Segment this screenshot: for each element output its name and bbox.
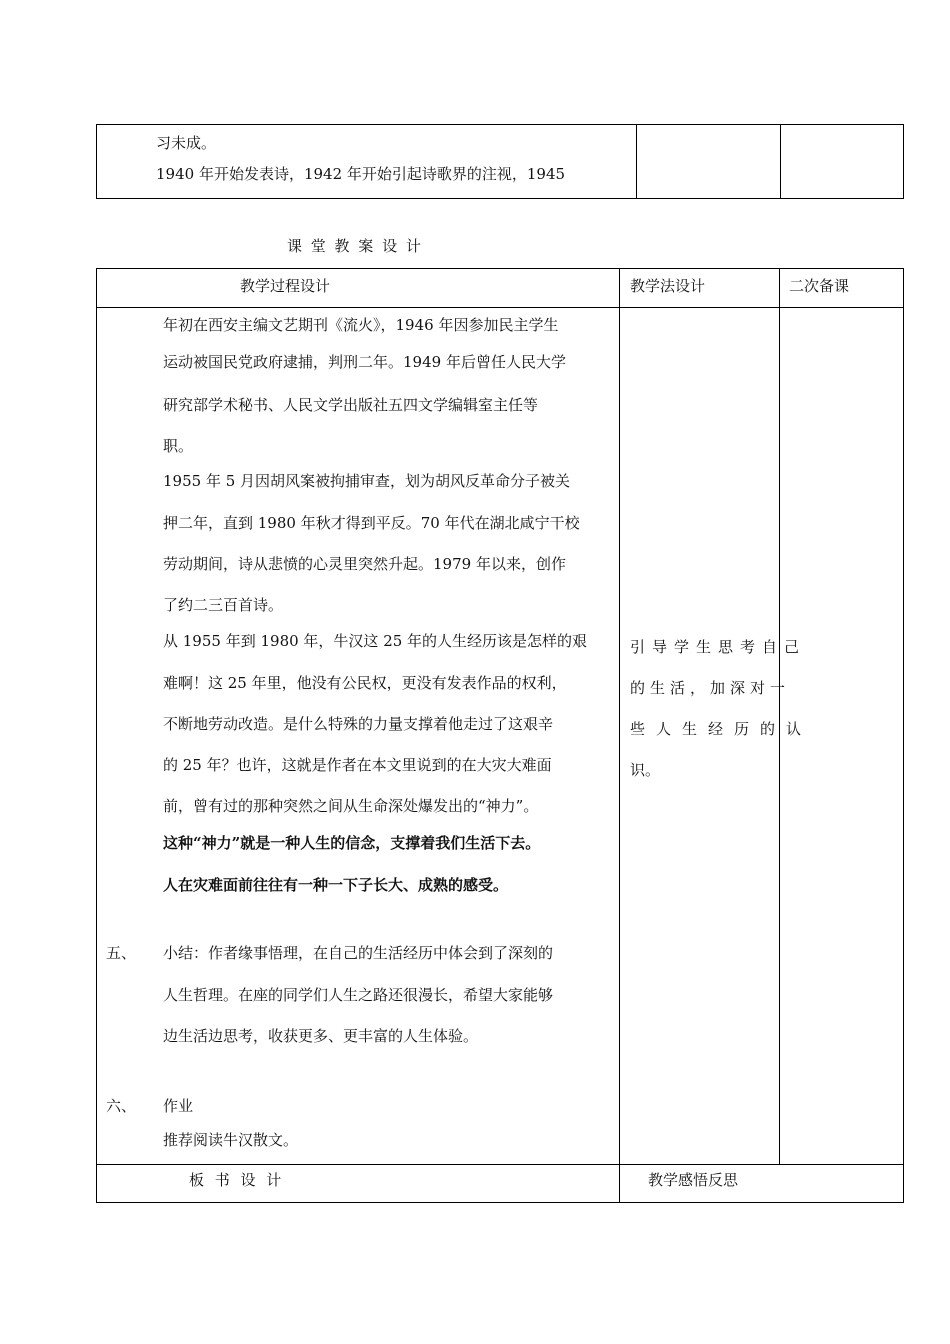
process-line: 职。	[163, 437, 194, 455]
section-5-number: 五、	[106, 944, 137, 962]
process-line: 研究部学术秘书、人民文学出版社五四文学编辑室主任等	[163, 396, 539, 414]
process-line: 的 25 年？也许，这就是作者在本文里说到的在大灾大难面	[163, 756, 552, 774]
method-line: 识。	[630, 761, 661, 779]
lesson-table-border-top	[96, 268, 904, 269]
lesson-table-border-right	[903, 268, 904, 1203]
top-table-line-2: 1940 年开始发表诗，1942 年开始引起诗歌界的注视，1945	[156, 165, 566, 183]
section-5-line: 边生活边思考，收获更多、更丰富的人生体验。	[163, 1027, 479, 1045]
lesson-table-header-rule	[96, 307, 904, 308]
section-6-line: 推荐阅读牛汉散文。	[163, 1131, 299, 1149]
process-line: 年初在西安主编文艺期刊《流火》，1946 年因参加民主学生	[163, 316, 559, 334]
bold-line: 这种“神力”就是一种人生的信念，支撑着我们生活下去。	[163, 834, 541, 852]
process-line: 1955 年 5 月因胡风案被拘捕审查，划为胡风反革命分子被关	[163, 472, 571, 490]
header-method: 教学法设计	[630, 277, 706, 295]
method-line: 引导学生思考自己	[630, 638, 807, 656]
top-table-border-right	[903, 124, 904, 199]
process-line: 劳动期间，诗从悲愤的心灵里突然升起。1979 年以来，创作	[163, 555, 566, 573]
section-6-title: 作业	[163, 1097, 194, 1115]
process-line: 前，曾有过的那种突然之间从生命深处爆发出的“神力”。	[163, 797, 539, 815]
lesson-table-divider-2	[779, 268, 780, 1165]
process-line: 难啊！这 25 年里，他没有公民权，更没有发表作品的权利，	[163, 674, 567, 692]
lesson-table-divider-1	[619, 268, 620, 1203]
top-table-border-top	[96, 124, 904, 125]
process-line: 押二年，直到 1980 年秋才得到平反。70 年代在湖北咸宁干校	[163, 514, 580, 532]
lesson-table-footer-rule	[96, 1164, 904, 1165]
top-table-border-left	[96, 124, 97, 199]
header-process: 教学过程设计	[240, 277, 331, 295]
lesson-table-border-bottom	[96, 1202, 904, 1203]
top-table-divider-2	[780, 124, 781, 199]
section-5-line: 人生哲理。在座的同学们人生之路还很漫长，希望大家能够	[163, 986, 554, 1004]
process-line: 从 1955 年到 1980 年，牛汉这 25 年的人生经历该是怎样的艰	[163, 632, 588, 650]
top-table-divider-1	[636, 124, 637, 199]
lesson-table-border-left	[96, 268, 97, 1203]
section-title: 课 堂 教 案 设 计	[287, 237, 423, 255]
method-line: 的生活，加深对一	[630, 679, 791, 697]
footer-board-design: 板 书 设 计	[189, 1171, 285, 1189]
header-secondary: 二次备课	[789, 277, 850, 295]
process-line: 了约二三百首诗。	[163, 596, 284, 614]
method-line: 些人生经历的认	[630, 720, 813, 738]
top-table-line-1: 习未成。	[156, 134, 217, 152]
process-line: 不断地劳动改造。是什么特殊的力量支撑着他走过了这艰辛	[163, 715, 554, 733]
section-6-number: 六、	[106, 1097, 137, 1115]
bold-line: 人在灾难面前往往有一种一下子长大、成熟的感受。	[163, 876, 509, 894]
process-line: 运动被国民党政府逮捕，判刑二年。1949 年后曾任人民大学	[163, 353, 566, 371]
top-table-border-bottom	[96, 198, 904, 199]
footer-reflection: 教学感悟反思	[648, 1171, 739, 1189]
section-5-line: 小结：作者缘事悟理，在自己的生活经历中体会到了深刻的	[163, 944, 554, 962]
